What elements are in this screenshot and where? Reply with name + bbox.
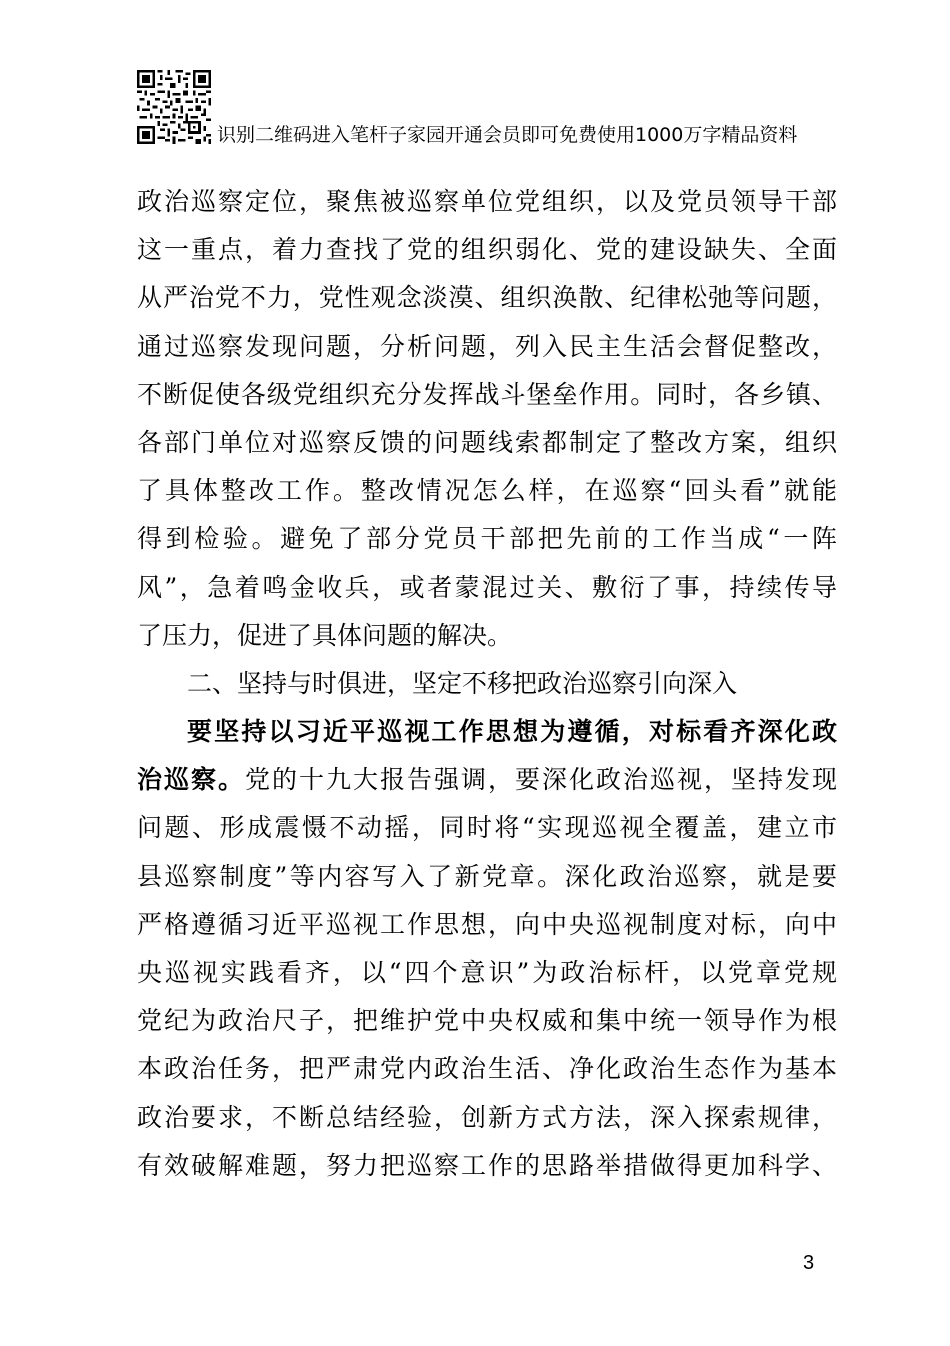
paragraph-line: 政治要求，不断总结经验，创新方式方法，深入探索规律， bbox=[137, 1102, 837, 1132]
paragraph-line: 各部门单位对巡察反馈的问题线索都制定了整改方案，组织 bbox=[137, 427, 837, 457]
paragraph-line: 这一重点，着力查找了党的组织弱化、党的建设缺失、全面 bbox=[137, 235, 837, 265]
paragraph-line: 本政治任务，把严肃党内政治生活、净化政治生态作为基本 bbox=[137, 1054, 837, 1084]
qr-code-icon bbox=[137, 70, 211, 144]
paragraph-line: 风”，急着鸣金收兵，或者蒙混过关、敷衍了事，持续传导 bbox=[137, 572, 837, 602]
paragraph-line: 问题、形成震慑不动摇，同时将“实现巡视全覆盖，建立市 bbox=[137, 813, 837, 843]
document-body bbox=[137, 178, 837, 1190]
paragraph-line-mixed bbox=[137, 756, 837, 804]
section-heading: 二、坚持与时俱进，坚定不移把政治巡察引向深入 bbox=[187, 668, 738, 698]
paragraph-line: 了具体整改工作。整改情况怎么样，在巡察“回头看”就能 bbox=[137, 476, 837, 506]
emphasis-line: 要坚持以习近平巡视工作思想为遵循，对标看齐深化政 bbox=[187, 717, 837, 747]
paragraph-line: 政治巡察定位，聚焦被巡察单位党组织，以及党员领导干部 bbox=[137, 187, 837, 216]
paragraph-line: 通过巡察发现问题，分析问题，列入民主生活会督促整改， bbox=[137, 331, 837, 361]
paragraph-line: 严格遵循习近平巡视工作思想，向中央巡视制度对标，向中 bbox=[137, 909, 837, 939]
page-header bbox=[137, 70, 837, 150]
qr-promo-caption: 识别二维码进入笔杆子家园开通会员即可免费使用1000万字精品资料 bbox=[217, 124, 798, 146]
paragraph-line: 从严治党不力，党性观念淡漠、组织涣散、纪律松弛等问题， bbox=[137, 283, 837, 313]
paragraph-line: 不断促使各级党组织充分发挥战斗堡垒作用。同时，各乡镇、 bbox=[137, 379, 837, 409]
paragraph-text: 党的十九大报告强调，要深化政治巡视，坚持发现 bbox=[245, 765, 837, 795]
paragraph-line: 有效破解难题，努力把巡察工作的思路举措做得更加科学、 bbox=[137, 1150, 837, 1180]
paragraph-line: 党纪为政治尺子，把维护党中央权威和集中统一领导作为根 bbox=[137, 1006, 837, 1036]
paragraph-line: 央巡视实践看齐，以“四个意识”为政治标杆，以党章党规 bbox=[137, 958, 837, 987]
paragraph-line: 得到检验。避免了部分党员干部把先前的工作当成“一阵 bbox=[137, 524, 837, 554]
page-number: 3 bbox=[803, 1252, 815, 1274]
paragraph-line: 了压力，促进了具体问题的解决。 bbox=[137, 620, 513, 650]
paragraph-line: 县巡察制度”等内容写入了新党章。深化政治巡察，就是要 bbox=[137, 861, 837, 891]
emphasis-lead: 治巡察。 bbox=[137, 765, 245, 795]
